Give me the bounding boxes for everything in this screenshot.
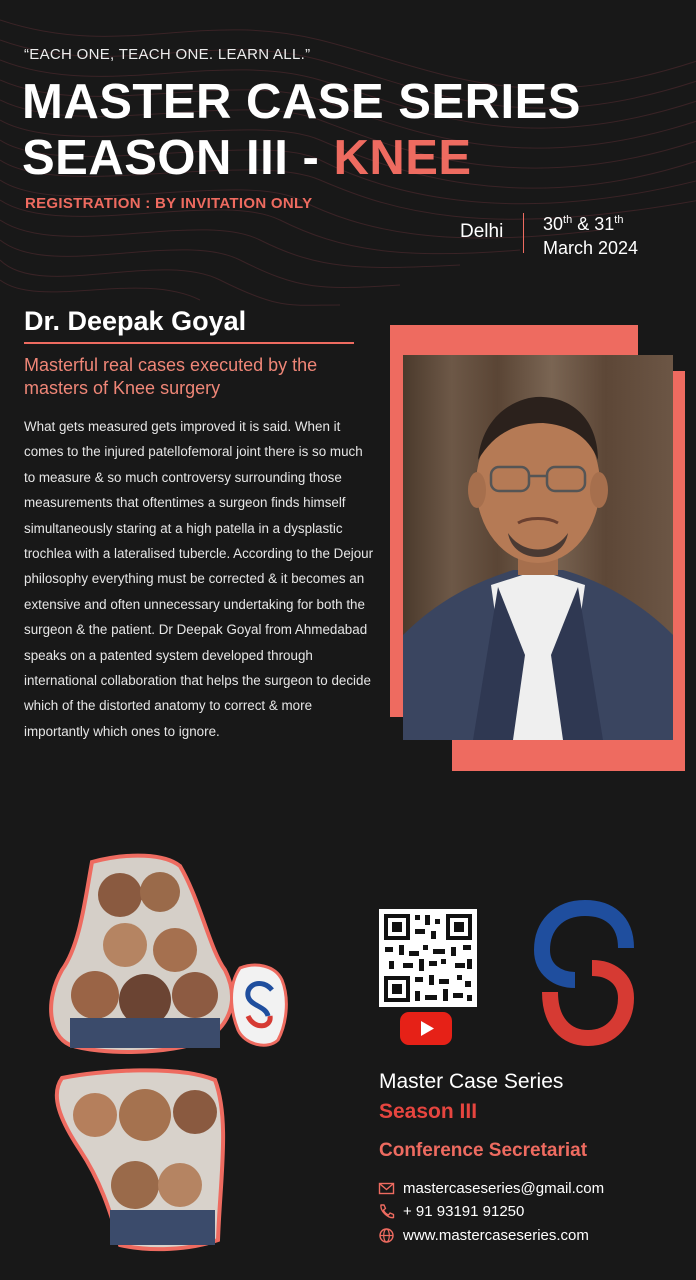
faculty-collage: [40, 850, 300, 1260]
event-month-year: March 2024: [543, 238, 639, 258]
event-title-prefix: SEASON III -: [22, 131, 334, 185]
event-dates: [543, 208, 638, 260]
contact-website[interactable]: [378, 1227, 589, 1244]
organizer-season: Season III: [379, 1100, 478, 1123]
secretariat-label: Conference Secretariat: [379, 1140, 588, 1161]
speaker-name: Dr. Deepak Goyal: [24, 306, 247, 336]
event-title-line-2: [22, 132, 472, 184]
globe-icon: [378, 1227, 395, 1244]
contact-phone[interactable]: [378, 1203, 524, 1220]
tagline: “EACH ONE, TEACH ONE. LEARN ALL.”: [24, 46, 311, 63]
contact-email[interactable]: [378, 1180, 604, 1197]
envelope-icon: [378, 1180, 395, 1197]
speaker-underline: [24, 342, 354, 344]
organizer-name: Master Case Series: [379, 1070, 564, 1093]
contact-phone-text[interactable]: + 91 93191 91250: [403, 1203, 525, 1220]
event-divider: [523, 213, 524, 253]
mcs-logo-mark: [530, 900, 635, 1050]
event-title-line-1: MASTER CASE SERIES: [22, 75, 581, 129]
youtube-play-icon[interactable]: [400, 1012, 452, 1045]
talk-abstract: What gets measured gets improved it is said. When it comes to the injured patellofemoral joint there is so much to measure & so much controversy surrounding those measurements that oftentimes a surgeon finds himself simultaneously staring at a high patella in a dysplastic trochlea with a lateralised tubercle. According to the Dejour philosophy everything must be corrected & it becomes an extensive and often unnecessary undertaking for both the surgeon & the patient. Dr Deepak Goyal from Ahmedabad speaks on a patented system developed through international collaboration that helps the surgeon to decide which of the distorted anatomy to correct & more importantly which ones to ignore.: [24, 419, 374, 739]
qr-code[interactable]: [379, 909, 477, 1007]
event-city: Delhi: [460, 221, 504, 242]
phone-icon: [378, 1203, 395, 1220]
talk-title: Masterful real cases executed by the masters of Knee surgery: [24, 355, 318, 398]
event-days: 30th & 31th: [543, 214, 624, 234]
speaker-photo: [403, 355, 673, 740]
contact-website-text[interactable]: www.mastercaseseries.com: [403, 1227, 589, 1244]
event-title-accent: KNEE: [333, 131, 472, 185]
registration-note: REGISTRATION : BY INVITATION ONLY: [25, 195, 313, 212]
contact-email-text[interactable]: mastercaseseries@gmail.com: [403, 1180, 605, 1197]
